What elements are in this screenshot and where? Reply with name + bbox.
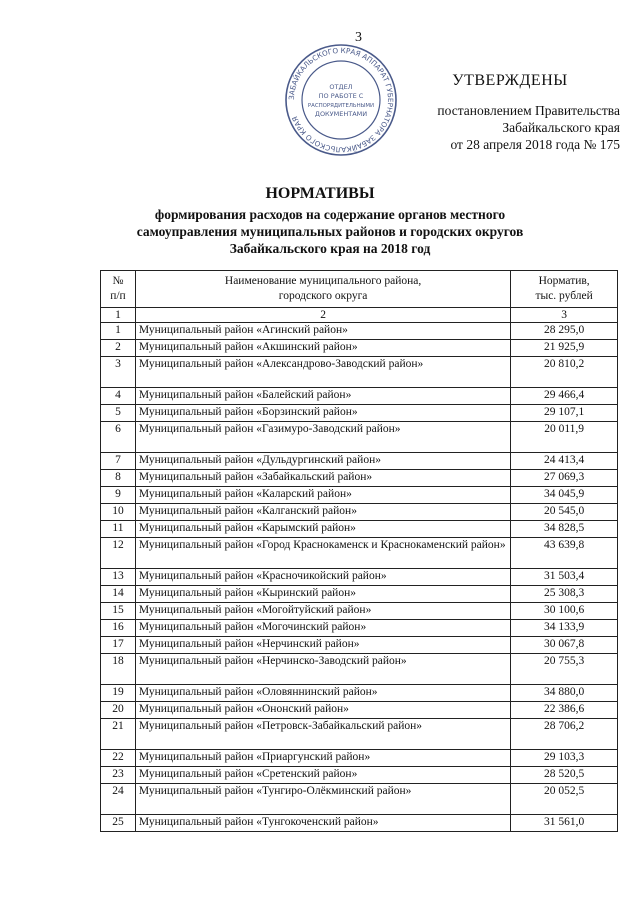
row-number: 14 xyxy=(101,586,136,603)
row-name: Муниципальный район «Дульдургинский район» xyxy=(135,453,510,470)
row-name: Муниципальный район «Карымский район» xyxy=(135,521,510,538)
row-number: 24 xyxy=(101,784,136,815)
row-value: 24 413,4 xyxy=(511,453,618,470)
row-number: 23 xyxy=(101,767,136,784)
table-row xyxy=(101,637,618,654)
approval-block xyxy=(370,72,620,153)
approval-line: Забайкальского края xyxy=(502,120,620,135)
row-value: 28 706,2 xyxy=(511,719,618,750)
row-number: 3 xyxy=(101,357,136,388)
row-value: 28 520,5 xyxy=(511,767,618,784)
document-subtitle xyxy=(120,206,540,257)
row-value: 34 133,9 xyxy=(511,620,618,637)
row-value: 25 308,3 xyxy=(511,586,618,603)
header-number: № п/п xyxy=(101,271,136,308)
subtitle-line: самоуправления муниципальных районов и городских округов xyxy=(136,224,524,239)
row-number: 5 xyxy=(101,405,136,422)
row-number: 17 xyxy=(101,637,136,654)
row-value: 29 466,4 xyxy=(511,388,618,405)
row-number: 9 xyxy=(101,487,136,504)
row-number: 21 xyxy=(101,719,136,750)
row-value: 20 545,0 xyxy=(511,504,618,521)
column-index: 1 xyxy=(101,308,136,323)
table-row xyxy=(101,521,618,538)
table-row xyxy=(101,767,618,784)
stamp-center-line: РАСПОРЯДИТЕЛЬНЫМИ xyxy=(307,103,375,109)
column-index: 2 xyxy=(135,308,510,323)
table-row xyxy=(101,603,618,620)
row-number: 4 xyxy=(101,388,136,405)
table-row xyxy=(101,620,618,637)
table-row xyxy=(101,685,618,702)
row-value: 30 100,6 xyxy=(511,603,618,620)
table-row xyxy=(101,388,618,405)
row-value: 20 810,2 xyxy=(511,357,618,388)
row-value: 34 045,9 xyxy=(511,487,618,504)
row-value: 34 880,0 xyxy=(511,685,618,702)
row-name: Муниципальный район «Балейский район» xyxy=(135,388,510,405)
row-value: 31 561,0 xyxy=(511,815,618,832)
row-value: 22 386,6 xyxy=(511,702,618,719)
table-row xyxy=(101,504,618,521)
stamp-center-line: ДОКУМЕНТАМИ xyxy=(314,110,368,118)
row-number: 22 xyxy=(101,750,136,767)
approval-title: УТВЕРЖДЕНЫ xyxy=(452,72,568,89)
table-row xyxy=(101,784,618,815)
row-name: Муниципальный район «Каларский район» xyxy=(135,487,510,504)
stamp-center-line: ПО РАБОТЕ С xyxy=(318,92,364,100)
row-value: 21 925,9 xyxy=(511,340,618,357)
table-header-row xyxy=(101,271,618,308)
row-name: Муниципальный район «Ононский район» xyxy=(135,702,510,719)
subtitle-line: формирования расходов на содержание органов местного xyxy=(154,207,506,222)
row-value: 27 069,3 xyxy=(511,470,618,487)
row-name: Муниципальный район «Приаргунский район» xyxy=(135,750,510,767)
row-value: 20 052,5 xyxy=(511,784,618,815)
row-number: 19 xyxy=(101,685,136,702)
row-name: Муниципальный район «Калганский район» xyxy=(135,504,510,521)
row-name: Муниципальный район «Оловяннинский район» xyxy=(135,685,510,702)
table-row xyxy=(101,538,618,569)
row-name: Муниципальный район «Могочинский район» xyxy=(135,620,510,637)
table-row xyxy=(101,719,618,750)
row-number: 11 xyxy=(101,521,136,538)
row-value: 29 103,3 xyxy=(511,750,618,767)
row-value: 29 107,1 xyxy=(511,405,618,422)
table-row xyxy=(101,422,618,453)
document-title: НОРМАТИВЫ xyxy=(265,185,375,202)
norms-table xyxy=(100,270,618,832)
page-number: 3 xyxy=(355,30,362,45)
stamp-ring-text: ЗАБАЙКАЛЬСКОГО КРАЯ АППАРАТ ГУБЕРНАТОРА ЗАБАЙКАЛЬСКОГО КРАЯ xyxy=(286,45,396,155)
table-row xyxy=(101,654,618,685)
row-name: Муниципальный район «Нерчинско-Заводский район» xyxy=(135,654,510,685)
row-number: 15 xyxy=(101,603,136,620)
table-row xyxy=(101,569,618,586)
row-name: Муниципальный район «Акшинский район» xyxy=(135,340,510,357)
row-name: Муниципальный район «Могойтуйский район» xyxy=(135,603,510,620)
row-name: Муниципальный район «Нерчинский район» xyxy=(135,637,510,654)
row-name: Муниципальный район «Тунгиро-Олёкминский район» xyxy=(135,784,510,815)
row-number: 13 xyxy=(101,569,136,586)
row-number: 7 xyxy=(101,453,136,470)
row-number: 16 xyxy=(101,620,136,637)
row-name: Муниципальный район «Александрово-Заводский район» xyxy=(135,357,510,388)
table-row xyxy=(101,750,618,767)
table-row xyxy=(101,357,618,388)
table-row xyxy=(101,586,618,603)
row-number: 18 xyxy=(101,654,136,685)
table-row xyxy=(101,702,618,719)
approval-line: постановлением Правительства xyxy=(437,103,620,118)
row-name: Муниципальный район «Петровск-Забайкальский район» xyxy=(135,719,510,750)
row-name: Муниципальный район «Газимуро-Заводский район» xyxy=(135,422,510,453)
row-name: Муниципальный район «Тунгокоченский район» xyxy=(135,815,510,832)
row-value: 30 067,8 xyxy=(511,637,618,654)
row-number: 20 xyxy=(101,702,136,719)
header-name: Наименование муниципального района, городского округа xyxy=(135,271,510,308)
column-index: 3 xyxy=(511,308,618,323)
column-index-row xyxy=(101,308,618,323)
stamp-center-line: ОТДЕЛ xyxy=(329,83,353,91)
table-row xyxy=(101,340,618,357)
table-row xyxy=(101,470,618,487)
row-value: 31 503,4 xyxy=(511,569,618,586)
row-number: 12 xyxy=(101,538,136,569)
row-number: 8 xyxy=(101,470,136,487)
row-value: 28 295,0 xyxy=(511,323,618,340)
table-row xyxy=(101,815,618,832)
row-name: Муниципальный район «Агинский район» xyxy=(135,323,510,340)
row-number: 6 xyxy=(101,422,136,453)
row-value: 43 639,8 xyxy=(511,538,618,569)
row-name: Муниципальный район «Кыринский район» xyxy=(135,586,510,603)
approval-line: от 28 апреля 2018 года № 175 xyxy=(450,137,620,152)
header-norm: Норматив, тыс. рублей xyxy=(511,271,618,308)
row-name: Муниципальный район «Забайкальский район» xyxy=(135,470,510,487)
row-value: 34 828,5 xyxy=(511,521,618,538)
row-name: Муниципальный район «Город Краснокаменск и Краснокаменский район» xyxy=(135,538,510,569)
table-row xyxy=(101,405,618,422)
row-number: 2 xyxy=(101,340,136,357)
row-number: 1 xyxy=(101,323,136,340)
subtitle-line: Забайкальского края на 2018 год xyxy=(229,241,431,256)
table-row xyxy=(101,487,618,504)
row-value: 20 011,9 xyxy=(511,422,618,453)
row-name: Муниципальный район «Сретенский район» xyxy=(135,767,510,784)
row-name: Муниципальный район «Красночикойский район» xyxy=(135,569,510,586)
row-name: Муниципальный район «Борзинский район» xyxy=(135,405,510,422)
row-number: 25 xyxy=(101,815,136,832)
table-row xyxy=(101,453,618,470)
row-number: 10 xyxy=(101,504,136,521)
table-row xyxy=(101,323,618,340)
row-value: 20 755,3 xyxy=(511,654,618,685)
